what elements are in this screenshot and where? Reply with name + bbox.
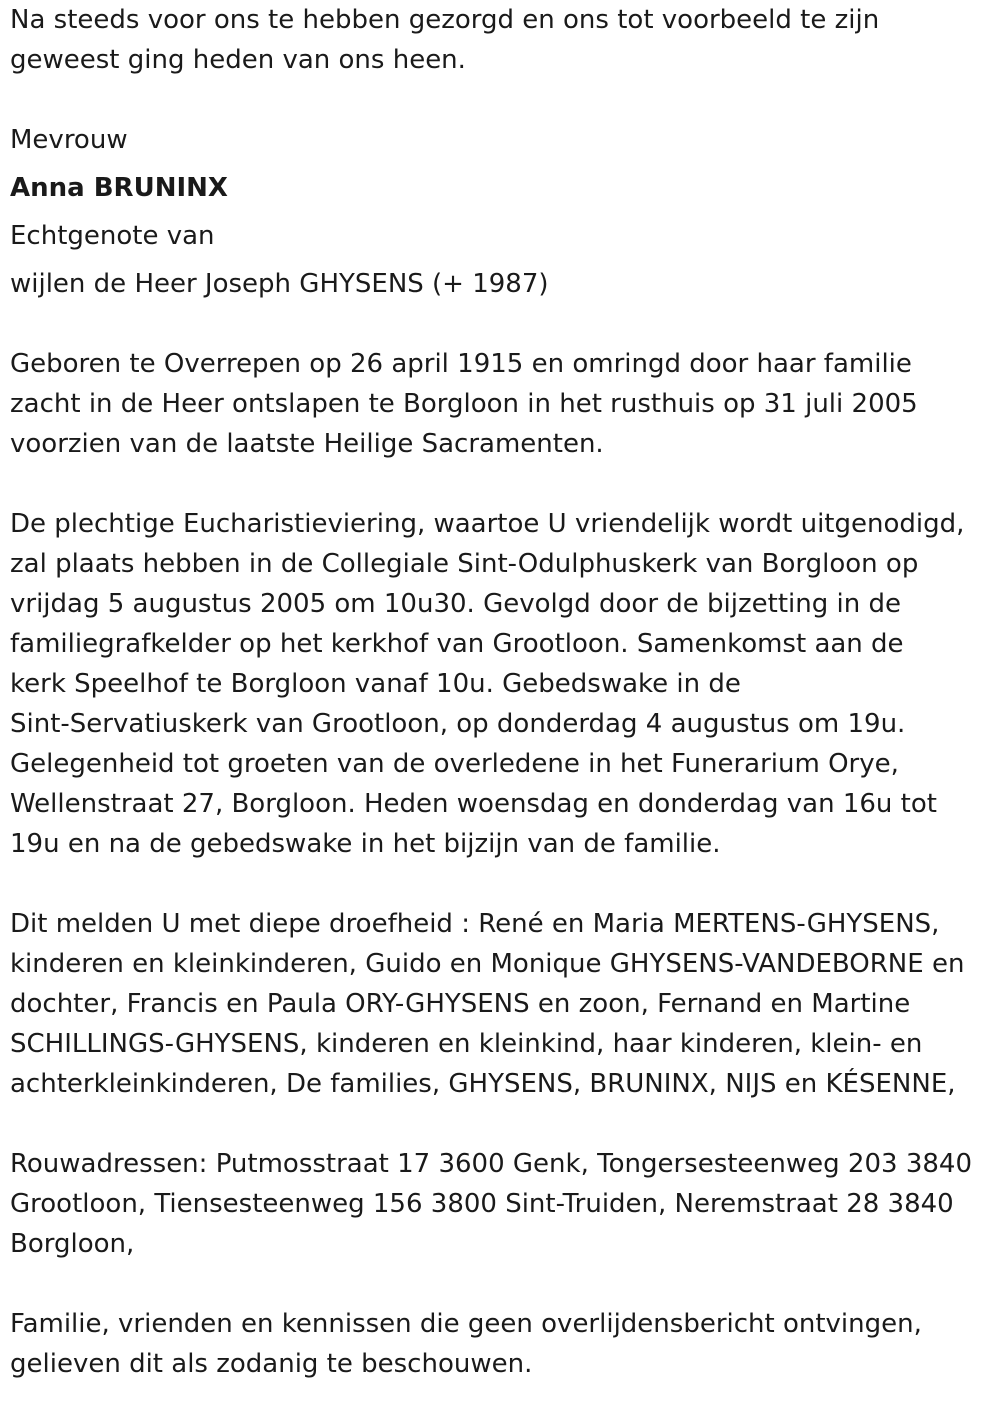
mourners-line: dochter, Francis en Paula ORY-GHYSENS en zoon, Fernand en Martine [10,989,911,1019]
address-line: Borgloon, [10,1229,135,1259]
ceremony-line: kerk Speelhof te Borgloon vanaf 10u. Gebedswake in de [10,669,741,699]
birth-death-line: Geboren te Overrepen op 26 april 1915 en omringd door haar familie [10,349,912,379]
closing-line: gelieven dit als zodanig te beschouwen. [10,1349,533,1379]
mourners-line: achterkleinkinderen, De families, GHYSENS, BRUNINX, NIJS en KÉSENNE, [10,1069,956,1099]
address-line: Rouwadressen: Putmosstraat 17 3600 Genk, Tongersesteenweg 203 3840 [10,1149,972,1179]
obituary-page [10,0,995,1384]
mourners-paragraph [10,904,995,1104]
spouse: wijlen de Heer Joseph GHYSENS (+ 1987) [10,269,549,299]
address-line: Grootloon, Tiensesteenweg 156 3800 Sint-Truiden, Neremstraat 28 3840 [10,1189,954,1219]
ceremony-line: Sint-Servatiuskerk van Grootloon, op donderdag 4 augustus om 19u. [10,709,906,739]
ceremony-line: vrijdag 5 augustus 2005 om 10u30. Gevolgd door de bijzetting in de [10,589,901,619]
ceremony-line: Gelegenheid tot groeten van de overledene in het Funerarium Orye, [10,749,899,779]
ceremony-line: familiegrafkelder op het kerkhof van Grootloon. Samenkomst aan de [10,629,904,659]
spacer [10,864,995,904]
ceremony-line: Wellenstraat 27, Borgloon. Heden woensdag en donderdag van 16u tot [10,789,937,819]
salutation: Mevrouw [10,125,128,155]
ceremony-line: zal plaats hebben in de Collegiale Sint-Odulphuskerk van Borgloon op [10,549,919,579]
birth-death-line: zacht in de Heer ontslapen te Borgloon in het rusthuis op 31 juli 2005 [10,389,918,419]
deceased-block [10,120,995,304]
ceremony-paragraph [10,504,995,864]
ceremony-line: De plechtige Eucharistieviering, waartoe U vriendelijk wordt uitgenodigd, [10,509,965,539]
spacer [10,80,995,120]
spacer [10,1104,995,1144]
spacer [10,1264,995,1304]
spacer [10,304,995,344]
closing-paragraph [10,1304,995,1384]
birth-death-paragraph [10,344,995,464]
ceremony-line: 19u en na de gebedswake in het bijzijn van de familie. [10,829,721,859]
deceased-name: Anna BRUNINX [10,173,228,203]
closing-line: Familie, vrienden en kennissen die geen overlijdensbericht ontvingen, [10,1309,922,1339]
intro-paragraph [10,0,995,80]
intro-line: Na steeds voor ons te hebben gezorgd en ons tot voorbeeld te zijn [10,5,880,35]
mourners-line: Dit melden U met diepe droefheid : René en Maria MERTENS-GHYSENS, [10,909,940,939]
mourners-line: kinderen en kleinkinderen, Guido en Monique GHYSENS-VANDEBORNE en [10,949,965,979]
intro-line: geweest ging heden van ons heen. [10,45,466,75]
mourners-line: SCHILLINGS-GHYSENS, kinderen en kleinkind, haar kinderen, klein- en [10,1029,923,1059]
relation: Echtgenote van [10,221,215,251]
spacer [10,464,995,504]
addresses-paragraph [10,1144,995,1264]
birth-death-line: voorzien van de laatste Heilige Sacramenten. [10,429,604,459]
